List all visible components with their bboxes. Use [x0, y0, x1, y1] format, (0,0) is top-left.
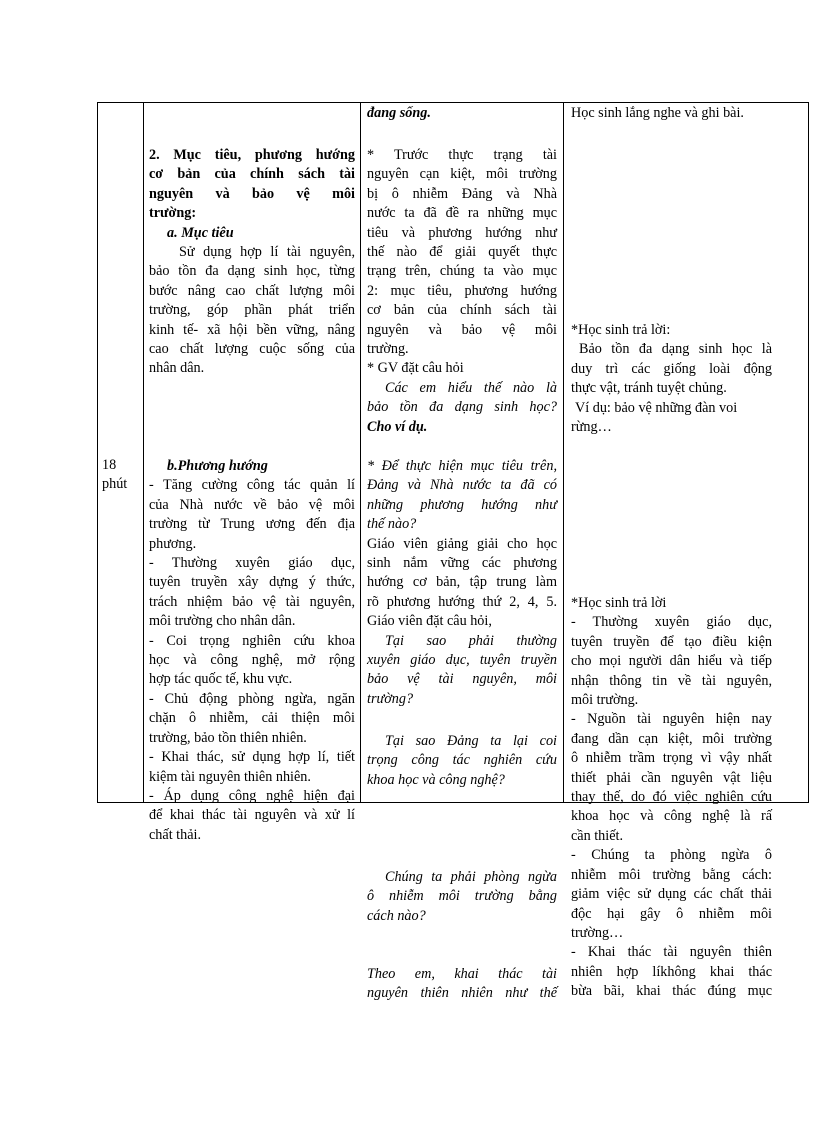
time-unit: phút: [102, 476, 128, 493]
student-answer-1: *Học sinh trả lời: Bảo tồn đa dạng sinh học là duy trì các giống loài động thực vật, tránh tuyệt chủng. Ví dụ: bảo vệ những đàn voi rừng…: [571, 322, 772, 436]
teacher-direction-block: [367, 457, 557, 709]
student-top-text: Học sinh lắng nghe và ghi bài.: [571, 105, 744, 121]
content-cell: [149, 146, 355, 379]
teacher-question-4: Tại sao Đảng ta lại coi trọng công tác nghiên cứu khoa học và công nghệ?: [367, 733, 557, 788]
section-heading: 2. Mục tiêu, phương hướng cơ bản của chính sách tài nguyên và bảo vệ môi trường:: [149, 147, 355, 222]
direction-title: b.Phương hướng: [167, 458, 268, 474]
table-border-left: [97, 102, 98, 803]
teacher-question-2: * Để thực hiện mục tiêu trên, Đảng và Nhà nước ta đã có những phương hướng như thế nào?: [367, 458, 557, 533]
teacher-top-text: đang sống.: [367, 105, 431, 121]
column-divider-time: [143, 102, 144, 803]
table-border-top: [97, 102, 809, 103]
direction-text: - Tăng cường công tác quản lí của Nhà nước về bảo vệ môi trường từ Trung ương đến địa phương. - Thường xuyên giáo dục, tuyên truyền xây dựng ý thức, trách nhiệm bảo vệ tài nguyên, môi trường cho nhân dân. - Coi trọng nghiên cứu khoa học và công nghệ, mở rộng hợp tác quốc tế, khu vực. - Chủ động phòng ngừa, ngăn chặn ô nhiễm, cải thiện môi trường, bảo tồn thiên nhiên. - Khai thác, sử dụng hợp lí, tiết kiệm tài nguyên thiên nhiên. - Áp dụng công nghệ hiện đại để khai thác tài nguyên và xử lí chất thải.: [149, 477, 355, 843]
table-border-right: [808, 102, 809, 803]
teacher-question-1: Các em hiểu thế nào là bảo tồn đa dạng sinh học? Cho ví dụ.: [367, 379, 557, 435]
teacher-question-5: Chúng ta phải phòng ngừa ô nhiễm môi trường bằng cách nào?: [367, 869, 557, 924]
teacher-question-3: Tại sao phải thường xuyên giáo dục, tuyên truyền bảo vệ tài nguyên, môi trường?: [367, 632, 557, 707]
column-divider-teacher: [563, 102, 564, 803]
direction-block: [149, 457, 355, 845]
student-answer-2: *Học sinh trả lời - Thường xuyên giáo dục, tuyên truyền để tạo điều kiện cho mọi người dân hiểu và tiếp nhận thông tin về tài nguyên, môi trường. - Nguồn tài nguyên hiện nay đang dần cạn kiệt, môi trường ô nhiễm trầm trọng vì vậy nhất thiết phải cần nguyên vật liệu thay thế, do đó việc nghiên cứu khoa học và công nghệ là rấ cần thiết. - Chúng ta phòng ngừa ô nhiễm môi trường bằng cách: giảm việc sử dụng các chất thải độc hại gây ô nhiễm môi trường… - Khai thác tài nguyên thiên nhiên hợp líkhông khai thác bừa bãi, khai thác đúng mục: [571, 595, 772, 1000]
teacher-intro: * Trước thực trạng tài nguyên cạn kiệt, môi trường bị ô nhiễm Đảng và Nhà nước ta đã đề ra những mục tiêu và phương hướng như thế nào để giải quyết thực trạng trên, chúng ta vào mục 2: mục tiêu, phương hướng cơ bản của chính sách tài nguyên và bảo vệ môi trường. * GV đặt câu hỏi Các em hiểu thế nào là bảo tồn đa dạng sinh học? Cho ví dụ.: [367, 146, 557, 437]
time-value: 18: [102, 457, 117, 473]
student-answer-2-label: *Học sinh trả lời: [571, 595, 667, 611]
goal-text: Sử dụng hợp lí tài nguyên, bảo tồn đa dạng sinh học, từng bước nâng cao chất lượng môi trường, góp phần phát triển kinh tế- xã hội bền vững, nâng cao chất lượng cuộc sống của nhân dân.: [149, 244, 355, 377]
column-divider-content: [360, 102, 361, 803]
teacher-ask-label: * GV đặt câu hỏi: [367, 360, 464, 377]
goal-title: a. Mục tiêu: [167, 224, 234, 241]
teacher-explanation: Giáo viên giảng giải cho học sinh nắm vững các phương hướng cơ bản, tập trung làm rõ phương hướng thứ 2, 4, 5. Giáo viên đặt câu hỏi,: [367, 535, 557, 630]
student-answer-1-label: *Học sinh trả lời:: [571, 322, 671, 338]
teacher-question-6: Theo em, khai thác tài nguyên thiên nhiên như thế: [367, 966, 557, 1002]
time-cell: [102, 456, 142, 495]
